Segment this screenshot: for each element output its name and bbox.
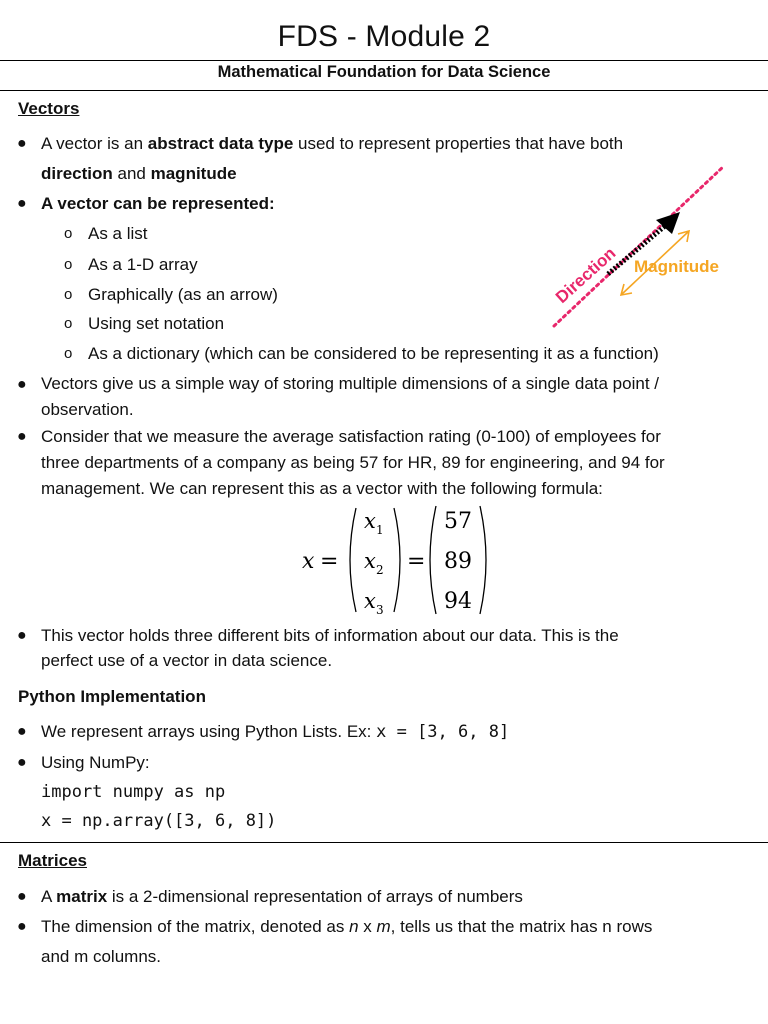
representation-item: Graphically (as an arrow): [88, 285, 278, 304]
left-paren-values: [430, 506, 436, 614]
formula-sub-3: 3: [376, 603, 384, 617]
vector-purpose-line-2: perfect use of a vector in data science.: [41, 651, 333, 670]
bullet-icon: ●: [17, 754, 27, 771]
formula-sub-1: 1: [376, 523, 384, 537]
formula-var-2: x: [364, 549, 376, 573]
vector-representations-intro: A vector can be represented:: [41, 194, 275, 213]
bullet-icon: ●: [17, 195, 27, 212]
left-paren: [350, 508, 356, 612]
matrix-dimension-line-1: The dimension of the matrix, denoted as n x m, tells us that the matrix has n rows: [41, 917, 653, 936]
circle-bullet-icon: o: [64, 286, 73, 303]
formula-equals: =: [320, 549, 339, 574]
subtitle-rule: [0, 90, 768, 91]
bullet-icon: ●: [17, 723, 27, 740]
page-subtitle: Mathematical Foundation for Data Science: [217, 63, 551, 81]
vectors-heading: Vectors: [18, 99, 80, 118]
matrix-definition-line: A matrix is a 2-dimensional representation of arrays of numbers: [41, 887, 523, 906]
formula-sub-2: 2: [376, 563, 384, 577]
matrix-dimension-line-2: and m columns.: [41, 947, 161, 966]
vector-definition-line-2: direction and magnitude: [41, 164, 237, 183]
vectors-storage-line-2: observation.: [41, 400, 134, 419]
direction-label: Direction: [551, 243, 620, 307]
formula-value-management: 94: [444, 589, 472, 614]
representation-item: As a 1-D array: [88, 255, 198, 274]
vector-formula: [290, 500, 500, 620]
circle-bullet-icon: o: [64, 315, 73, 332]
title-rule: [0, 60, 768, 61]
vector-definition-line-1: A vector is an abstract data type used to represent properties that have both: [41, 134, 624, 153]
page-title: FDS - Module 2: [277, 20, 491, 53]
circle-bullet-icon: o: [64, 225, 73, 242]
vectors-storage-line-1: Vectors give us a simple way of storing multiple dimensions of a single data point /: [41, 374, 659, 393]
bullet-icon: ●: [17, 428, 27, 445]
section-rule: [0, 842, 768, 843]
formula-value-engineering: 89: [444, 549, 472, 574]
representation-item: Using set notation: [88, 314, 225, 333]
bullet-icon: ●: [17, 888, 27, 905]
python-heading: Python Implementation: [18, 687, 206, 706]
formula-value-hr: 57: [444, 509, 472, 534]
numpy-line: Using NumPy:: [41, 753, 150, 772]
bullet-icon: ●: [17, 376, 27, 393]
bullet-icon: ●: [17, 918, 27, 935]
vector-arrowhead: [656, 212, 680, 234]
representation-item: As a list: [88, 224, 148, 243]
right-paren-values: [480, 506, 486, 614]
code-line-array: x = np.array([3, 6, 8]): [41, 811, 277, 831]
formula-var-3: x: [364, 589, 376, 613]
satisfaction-example-line-3: management. We can represent this as a vector with the following formula:: [41, 479, 603, 498]
vector-arrow-diagram: [548, 162, 748, 334]
python-lists-line: We represent arrays using Python Lists. Ex: x = [3, 6, 8]: [41, 722, 510, 742]
formula-var-1: x: [364, 509, 376, 533]
circle-bullet-icon: o: [64, 345, 73, 362]
representation-item: As a dictionary (which can be considered to be representing it as a function): [88, 344, 659, 363]
vector-purpose-line-1: This vector holds three different bits of information about our data. This is the: [41, 626, 619, 645]
magnitude-label: Magnitude: [634, 257, 719, 276]
circle-bullet-icon: o: [64, 256, 73, 273]
matrices-heading: Matrices: [18, 851, 87, 870]
code-line-import: import numpy as np: [41, 782, 226, 802]
satisfaction-example-line-1: Consider that we measure the average satisfaction rating (0-100) of employees for: [41, 427, 661, 446]
formula-lhs: x: [302, 549, 315, 574]
right-paren: [394, 508, 400, 612]
satisfaction-example-line-2: three departments of a company as being 57 for HR, 89 for engineering, and 94 for: [41, 453, 665, 472]
bullet-icon: ●: [17, 627, 27, 644]
formula-equals-2: =: [407, 549, 426, 574]
bullet-icon: ●: [17, 135, 27, 152]
